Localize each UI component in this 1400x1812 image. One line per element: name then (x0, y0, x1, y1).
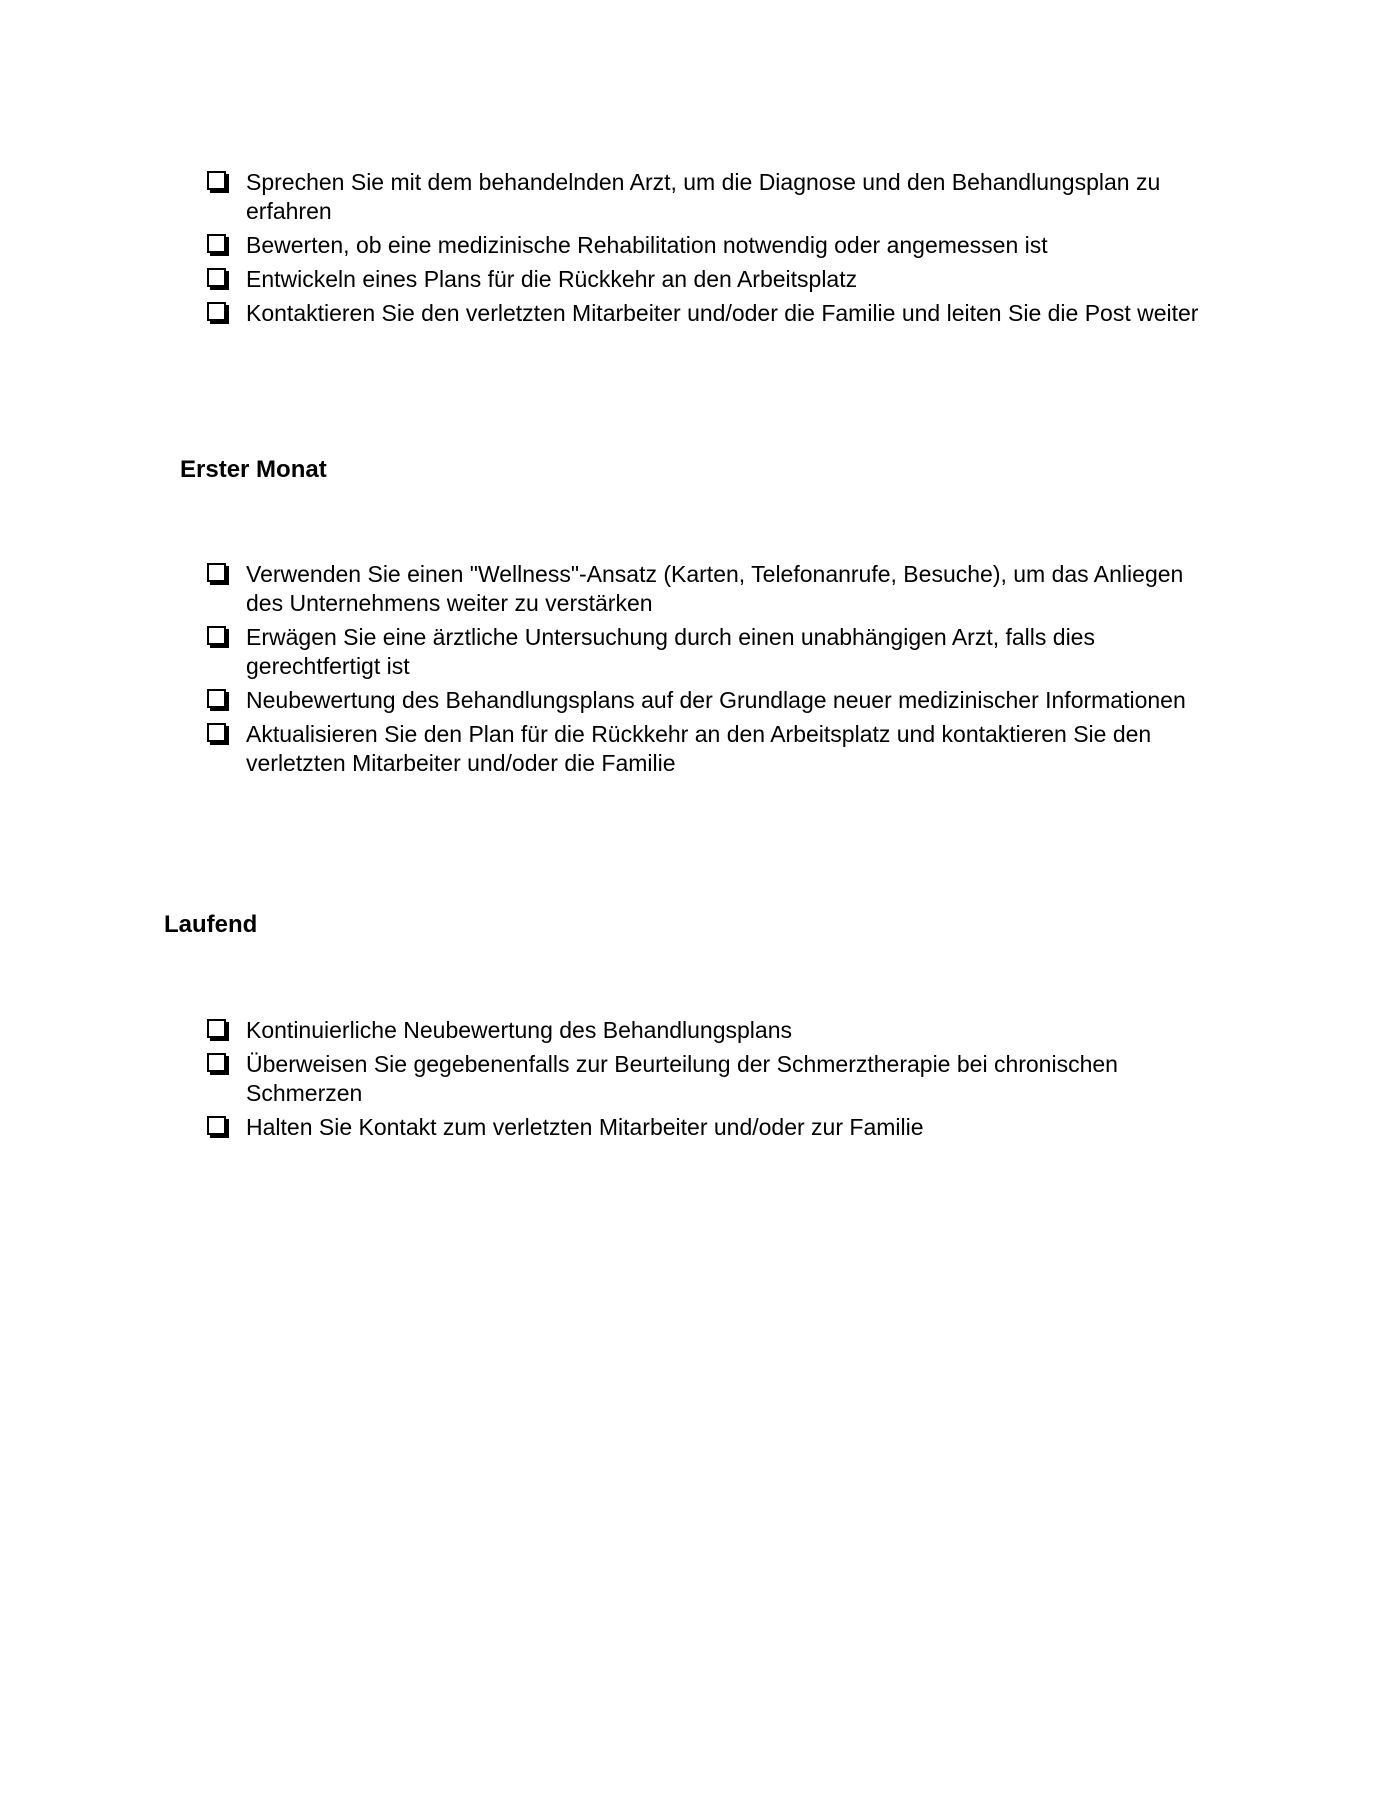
checkbox-icon[interactable] (207, 626, 226, 645)
checklist-item-text: Kontinuierliche Neubewertung des Behandlungsplans (246, 1017, 792, 1043)
checklist-item-text: Kontaktieren Sie den verletzten Mitarbeiter und/oder die Familie und leiten Sie die Post weiter (246, 300, 1199, 326)
checklist-item (0, 686, 1226, 715)
checklist-item (0, 720, 1226, 778)
section-laufend (0, 1016, 1400, 1147)
checkbox-icon[interactable] (207, 689, 226, 708)
checkbox-icon[interactable] (207, 1116, 226, 1135)
checkbox-icon[interactable] (207, 1019, 226, 1038)
checklist-item-text: Bewerten, ob eine medizinische Rehabilitation notwendig oder angemessen ist (246, 232, 1048, 258)
checklist-item-text: Überweisen Sie gegebenenfalls zur Beurteilung der Schmerztherapie bei chronischen Schmerzen (246, 1051, 1118, 1106)
checklist-item (0, 265, 1226, 294)
checklist-erster-monat (0, 560, 1400, 778)
checkbox-icon[interactable] (207, 268, 226, 287)
checkbox-icon[interactable] (207, 302, 226, 321)
checklist-item (0, 1016, 1226, 1045)
checklist-item-text: Erwägen Sie eine ärztliche Untersuchung durch einen unabhängigen Arzt, falls dies gerechtfertigt ist (246, 624, 1095, 679)
checklist-item (0, 623, 1226, 681)
checkbox-icon[interactable] (207, 234, 226, 253)
checklist-initial (0, 168, 1400, 328)
checklist-item-text: Sprechen Sie mit dem behandelnden Arzt, um die Diagnose und den Behandlungsplan zu erfahren (246, 169, 1161, 224)
checklist-item (0, 299, 1226, 328)
checkbox-icon[interactable] (207, 171, 226, 190)
checklist-item-text: Neubewertung des Behandlungsplans auf der Grundlage neuer medizinischer Informationen (246, 687, 1186, 713)
checkbox-icon[interactable] (207, 563, 226, 582)
section-heading-laufend: Laufend (164, 911, 258, 938)
checklist-item (0, 168, 1226, 226)
checklist-item (0, 231, 1226, 260)
checklist-item-text: Verwenden Sie einen "Wellness"-Ansatz (Karten, Telefonanrufe, Besuche), um das Anliegen des Unternehmens weiter zu verstärken (246, 561, 1184, 616)
checklist-item-text: Aktualisieren Sie den Plan für die Rückkehr an den Arbeitsplatz und kontaktieren Sie den verletzten Mitarbeiter und/oder die Familie (246, 721, 1152, 776)
checklist-item (0, 1113, 1226, 1142)
checkbox-icon[interactable] (207, 1053, 226, 1072)
checkbox-icon[interactable] (207, 723, 226, 742)
checklist-item (0, 1050, 1226, 1108)
checklist-laufend (0, 1016, 1400, 1142)
section-erster-monat (0, 560, 1400, 783)
checklist-item (0, 560, 1226, 618)
checklist-item-text: Halten Sie Kontakt zum verletzten Mitarbeiter und/oder zur Familie (246, 1114, 924, 1140)
section-initial (0, 168, 1400, 333)
section-heading-erster-monat: Erster Monat (180, 456, 327, 483)
checklist-item-text: Entwickeln eines Plans für die Rückkehr an den Arbeitsplatz (246, 266, 858, 292)
